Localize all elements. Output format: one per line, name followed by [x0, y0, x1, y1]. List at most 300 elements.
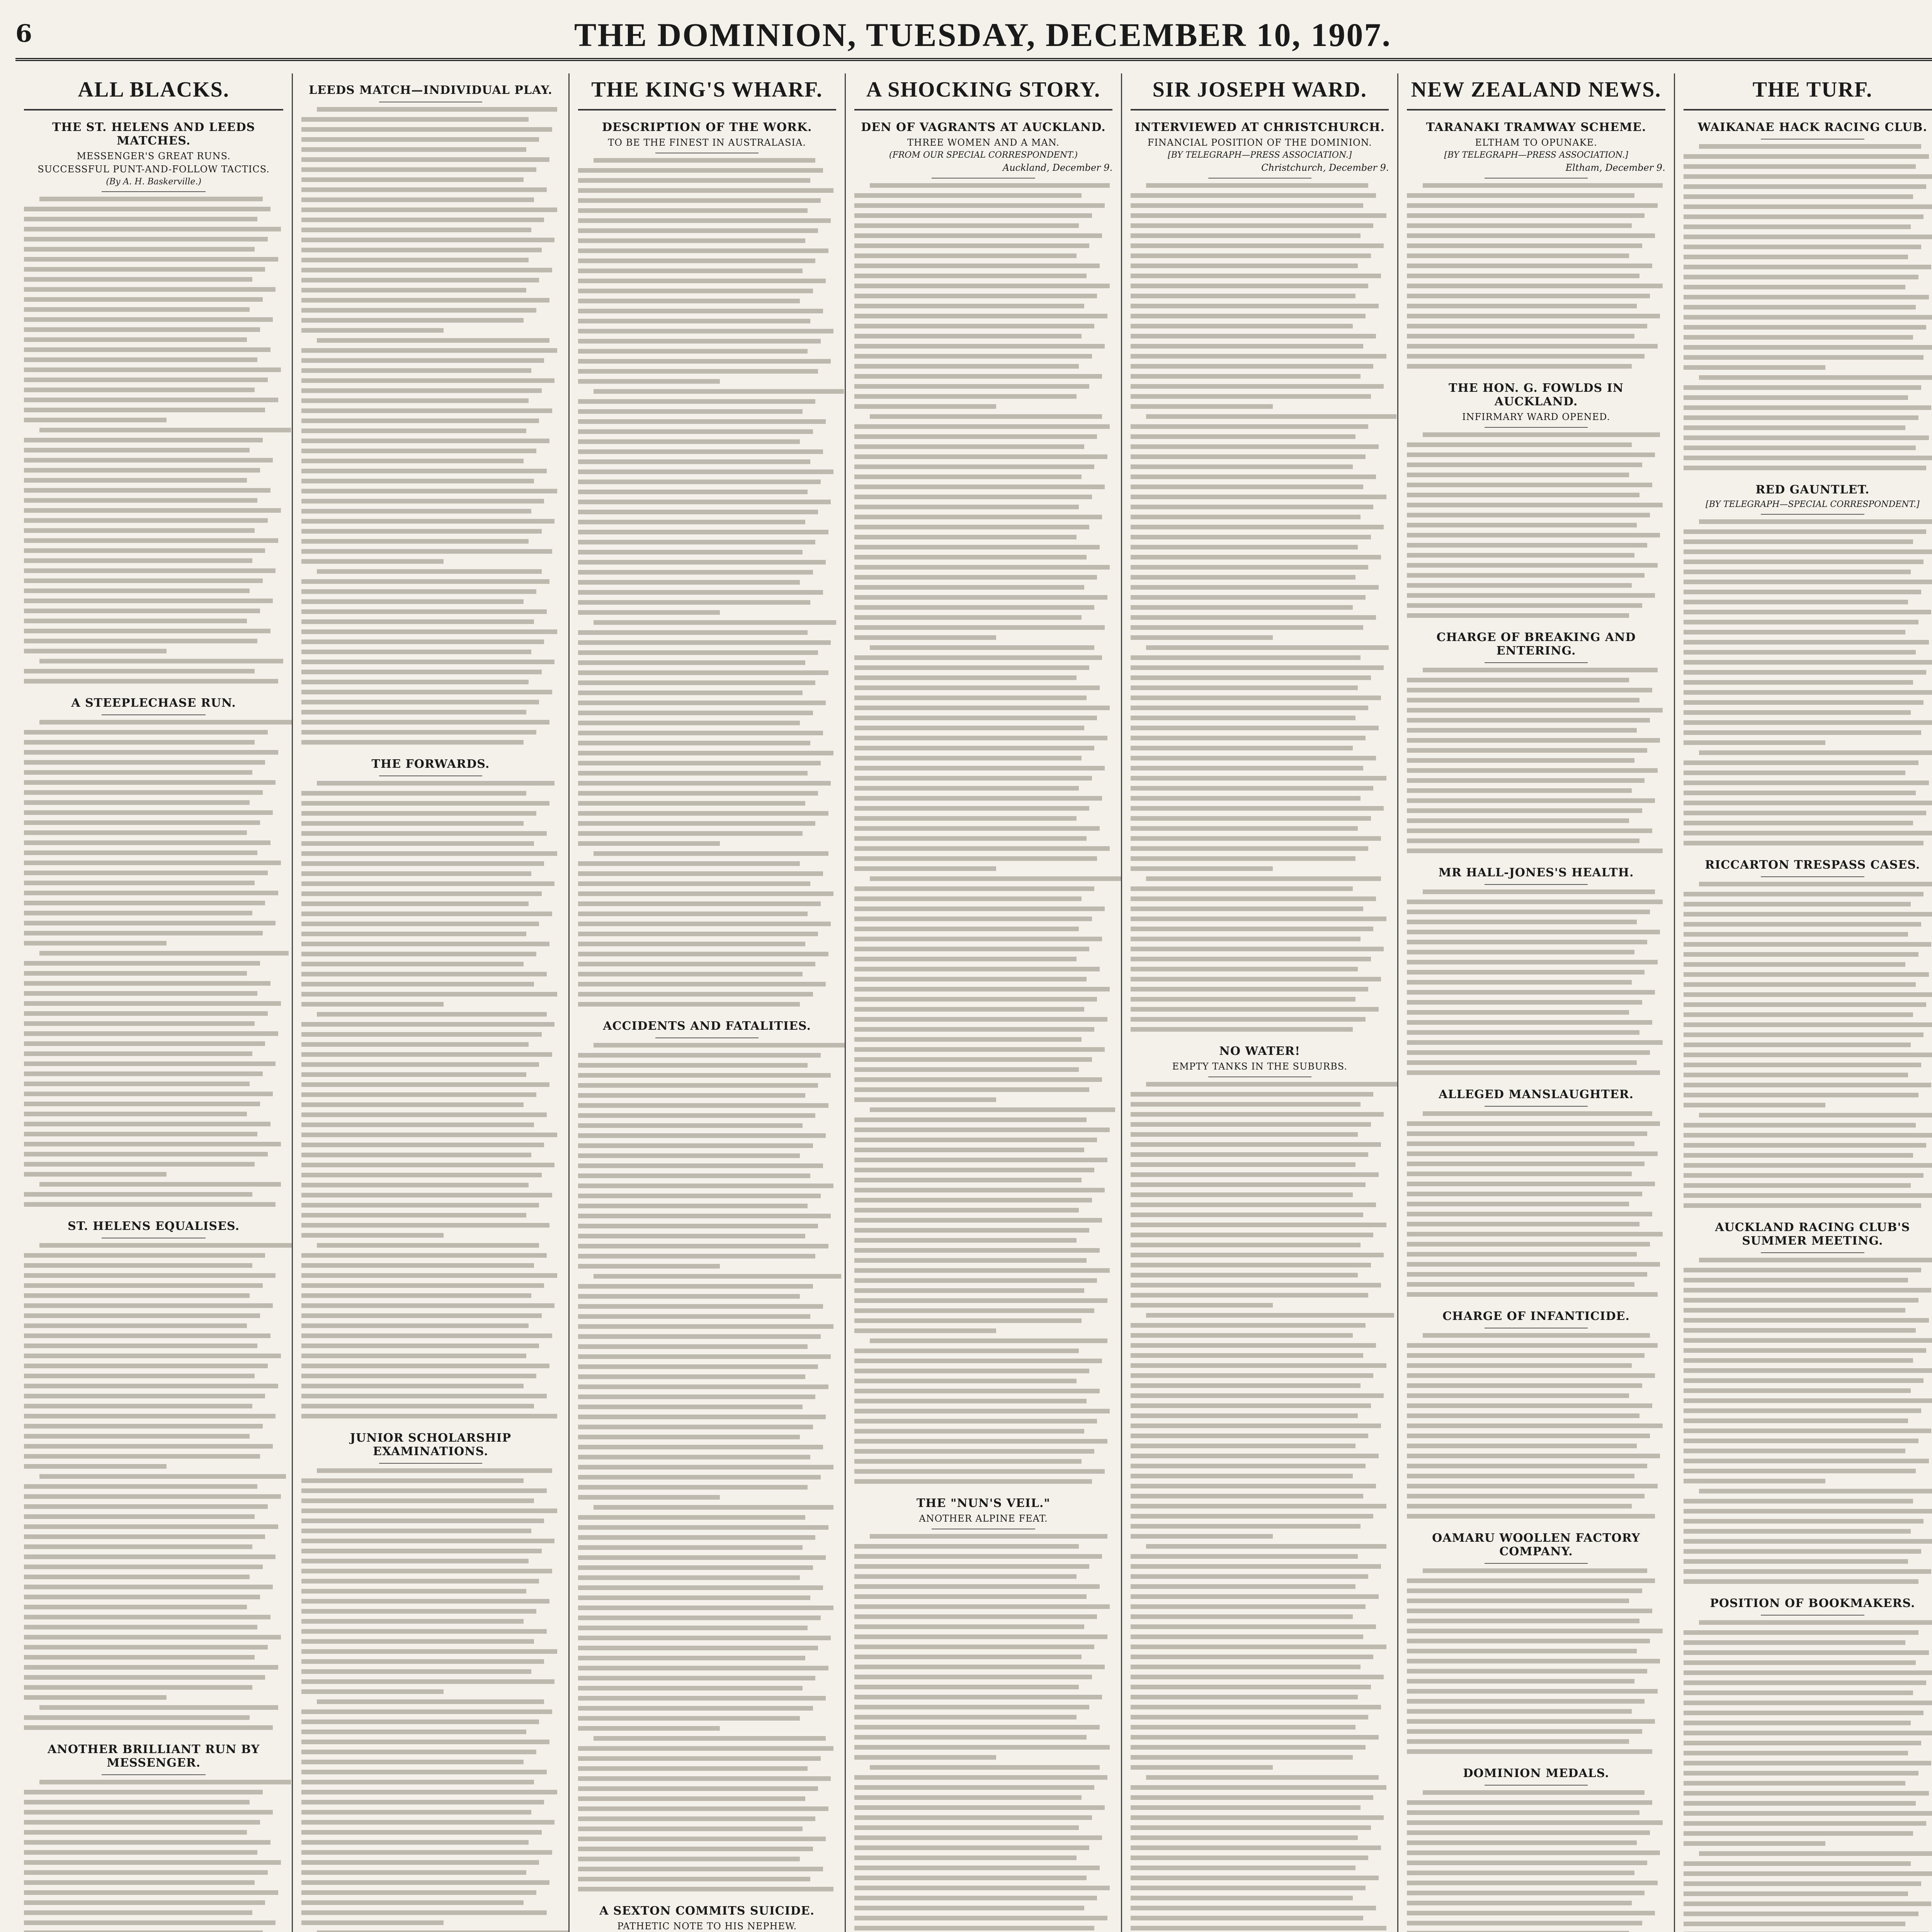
- body-text-line: [578, 1686, 836, 1693]
- body-text-line: [1131, 957, 1389, 964]
- body-text-line: [578, 952, 836, 959]
- body-text-line: [1131, 213, 1389, 221]
- body-text-line: [854, 1439, 1112, 1446]
- body-text-line: [24, 297, 283, 304]
- body-text-line: [24, 941, 283, 948]
- body-text-line: [578, 650, 836, 658]
- body-text-line: [24, 277, 283, 284]
- body-text-line: [1684, 1429, 1932, 1436]
- body-text-line: [1131, 1815, 1389, 1823]
- body-text-line: [1131, 685, 1389, 693]
- body-text-line: [301, 1303, 560, 1311]
- body-text-line: [1407, 1121, 1665, 1129]
- body-text-line: [24, 1575, 283, 1582]
- body-text-line: [301, 599, 560, 607]
- body-text-line: [854, 1584, 1112, 1592]
- body-text-line: [1684, 315, 1932, 322]
- body-text-line: [854, 1258, 1112, 1265]
- body-text-line: [854, 354, 1112, 361]
- body-text-line: [578, 751, 836, 758]
- body-text-line: [1131, 1494, 1389, 1501]
- body-text-line: [1684, 1630, 1932, 1638]
- body-text-line: [24, 237, 283, 244]
- body-text-line: [1684, 1469, 1932, 1476]
- body-text-line: [1407, 1040, 1665, 1048]
- body-text-line: [1407, 728, 1665, 735]
- body-text-line: [1131, 1293, 1389, 1300]
- body-text-line: [1684, 1288, 1932, 1295]
- article-headline: DOMINION MEDALS.: [1463, 1767, 1609, 1780]
- body-text-line: [24, 428, 283, 435]
- headline-rule: [1485, 884, 1588, 885]
- body-text-line: [301, 1689, 560, 1697]
- body-text-line: [301, 559, 560, 566]
- body-text-line: [301, 1364, 560, 1371]
- body-text-line: [854, 505, 1112, 512]
- body-text-line: [24, 1021, 283, 1029]
- body-text-line: [854, 937, 1112, 944]
- body-text-line: [1684, 1620, 1932, 1628]
- body-text-line: [578, 1666, 836, 1673]
- body-text-line: [24, 1860, 283, 1867]
- body-text-line: [1684, 435, 1932, 443]
- body-text-line: [1407, 1111, 1665, 1119]
- body-text-line: [24, 448, 283, 455]
- body-text-line: [854, 1765, 1112, 1772]
- body-text-line: [1131, 485, 1389, 492]
- article-byline: (FROM OUR SPECIAL CORRESPONDENT.): [889, 150, 1078, 160]
- body-text-line: [301, 519, 560, 526]
- body-text-line: [24, 770, 283, 777]
- body-text-line: [1684, 446, 1932, 453]
- body-text-line: [578, 469, 836, 477]
- body-text-line: [24, 1675, 283, 1682]
- body-text-line: [1131, 404, 1389, 412]
- body-text-line: [1407, 513, 1665, 520]
- body-text-line: [1407, 1840, 1665, 1848]
- body-text-line: [1131, 977, 1389, 984]
- body-text-line: [1407, 1000, 1665, 1007]
- body-text-line: [301, 529, 560, 536]
- body-text-line: [24, 1182, 283, 1189]
- body-text-line: [301, 268, 560, 275]
- article-headline: THE HON. G. FOWLDS IN AUCKLAND.: [1449, 381, 1624, 408]
- body-text-line: [24, 1464, 283, 1471]
- headline-rule: [1485, 178, 1588, 179]
- body-text-line: [854, 1017, 1112, 1024]
- body-text-line: [1131, 334, 1389, 341]
- article-headline: ACCIDENTS AND FATALITIES.: [603, 1019, 811, 1033]
- body-text-line: [1131, 1403, 1389, 1411]
- article-headline: RED GAUNTLET.: [1755, 483, 1870, 497]
- body-text-line: [1407, 1881, 1665, 1888]
- body-text-line: [578, 1605, 836, 1613]
- body-text-line: [854, 776, 1112, 783]
- body-text-line: [301, 1488, 560, 1496]
- body-text-line: [578, 1595, 836, 1603]
- body-text-line: [1684, 1258, 1932, 1265]
- body-text-line: [854, 1338, 1112, 1346]
- body-text-line: [1131, 786, 1389, 793]
- body-text-line: [854, 364, 1112, 371]
- body-text-line: [1407, 1262, 1665, 1269]
- body-text-line: [301, 1649, 560, 1656]
- body-text-line: [301, 1639, 560, 1646]
- body-text-line: [854, 1815, 1112, 1823]
- body-text-line: [1684, 1153, 1932, 1160]
- body-text-line: [301, 248, 560, 255]
- body-text-line: [24, 1790, 283, 1797]
- body-text-line: [24, 1031, 283, 1039]
- body-text-line: [1684, 1368, 1932, 1376]
- body-text-line: [578, 1244, 836, 1251]
- body-text-line: [1131, 474, 1389, 482]
- body-text-line: [301, 1193, 560, 1200]
- body-text-line: [578, 1405, 836, 1412]
- body-text-line: [24, 538, 283, 546]
- body-text-line: [578, 1334, 836, 1342]
- body-text-line: [578, 912, 836, 919]
- body-text-line: [24, 327, 283, 335]
- body-text-line: [1407, 910, 1665, 917]
- body-text-line: [301, 891, 560, 899]
- body-text-line: [24, 578, 283, 586]
- body-text-line: [1684, 1901, 1932, 1909]
- body-text-line: [301, 1719, 560, 1727]
- body-text-line: [301, 459, 560, 466]
- body-text-line: [301, 1173, 560, 1180]
- body-text-line: [1131, 1082, 1389, 1089]
- body-text-line: [854, 816, 1112, 823]
- body-text-line: [301, 650, 560, 657]
- body-text-line: [1684, 770, 1932, 778]
- body-text-line: [301, 1052, 560, 1060]
- body-text-line: [1407, 1222, 1665, 1229]
- body-text-line: [1131, 997, 1389, 1004]
- body-text-line: [578, 510, 836, 517]
- body-text-line: [854, 726, 1112, 733]
- article-subheadline: TO BE THE FINEST IN AUSTRALASIA.: [608, 137, 806, 148]
- body-text-line: [301, 1770, 560, 1777]
- article-headline: ANOTHER BRILLIANT RUN BY MESSENGER.: [48, 1743, 260, 1770]
- body-text-line: [24, 1810, 283, 1817]
- body-text-line: [1684, 1489, 1932, 1496]
- body-text-line: [854, 1459, 1112, 1466]
- body-text-line: [854, 474, 1112, 482]
- body-text-line: [1131, 1795, 1389, 1803]
- body-text-line: [24, 740, 283, 747]
- body-text-line: [1684, 841, 1932, 848]
- body-text-line: [1407, 593, 1665, 600]
- body-text-line: [1407, 1060, 1665, 1068]
- body-text-line: [854, 1188, 1112, 1195]
- body-text-line: [24, 378, 283, 385]
- body-text-line: [24, 881, 283, 888]
- body-text-line: [1407, 503, 1665, 510]
- article-headline: MR HALL-JONES'S HEALTH.: [1438, 866, 1634, 879]
- body-text-line: [1131, 1112, 1389, 1119]
- body-text-line: [301, 912, 560, 919]
- body-text-line: [1131, 1263, 1389, 1270]
- body-text-line: [854, 434, 1112, 442]
- body-text-line: [24, 357, 283, 365]
- body-text-line: [1407, 493, 1665, 500]
- body-text-line: [854, 1715, 1112, 1722]
- body-text-line: [578, 500, 836, 507]
- body-text-line: [1684, 425, 1932, 433]
- body-text-line: [578, 1354, 836, 1362]
- body-text-line: [578, 942, 836, 949]
- body-text-line: [854, 1178, 1112, 1185]
- body-text-line: [1684, 610, 1932, 617]
- body-text-line: [301, 1344, 560, 1351]
- body-text-line: [301, 1233, 560, 1240]
- body-text-line: [1684, 519, 1932, 527]
- article-headline: LEEDS MATCH—INDIVIDUAL PLAY.: [309, 83, 553, 97]
- body-text-line: [301, 690, 560, 697]
- section-headline: A SHOCKING STORY.: [854, 73, 1112, 111]
- body-text-line: [578, 1143, 836, 1151]
- body-text-line: [1407, 452, 1665, 460]
- body-text-line: [578, 1053, 836, 1060]
- body-text-line: [301, 1709, 560, 1717]
- body-text-line: [1131, 1142, 1389, 1150]
- body-text-line: [854, 314, 1112, 321]
- body-text-line: [24, 830, 283, 838]
- body-text-line: [1131, 1906, 1389, 1913]
- body-text-line: [854, 1208, 1112, 1215]
- body-text-line: [301, 791, 560, 798]
- body-text-line: [1131, 1584, 1389, 1592]
- body-text-line: [1407, 1729, 1665, 1736]
- body-text-line: [301, 509, 560, 516]
- body-text-line: [854, 876, 1112, 884]
- body-text-line: [24, 1474, 283, 1481]
- body-text-line: [1684, 1529, 1932, 1536]
- body-text-line: [1131, 1574, 1389, 1582]
- body-text-line: [301, 1203, 560, 1210]
- body-text-line: [854, 957, 1112, 964]
- body-text-line: [854, 1318, 1112, 1326]
- body-text-line: [578, 1495, 836, 1502]
- body-text-line: [24, 1283, 283, 1291]
- body-text-line: [1684, 1103, 1932, 1110]
- body-text-line: [1407, 1609, 1665, 1616]
- body-text-line: [301, 147, 560, 155]
- headline-rule: [1761, 876, 1864, 877]
- body-text-line: [1407, 1629, 1665, 1636]
- body-text-line: [1131, 896, 1389, 904]
- body-text-line: [1407, 613, 1665, 621]
- body-text-line: [24, 1800, 283, 1807]
- body-text-line: [578, 168, 836, 175]
- body-text-line: [1131, 937, 1389, 944]
- body-text-line: [1684, 1318, 1932, 1325]
- body-text-line: [854, 1138, 1112, 1145]
- body-text-line: [301, 841, 560, 849]
- body-text-line: [24, 1434, 283, 1441]
- article-headline: TARANAKI TRAMWAY SCHEME.: [1426, 121, 1646, 134]
- body-text-line: [578, 1445, 836, 1452]
- body-text-line: [24, 498, 283, 505]
- body-text-line: [1131, 1544, 1389, 1551]
- body-text-line: [1684, 1123, 1932, 1130]
- body-text-line: [1684, 740, 1932, 748]
- body-text-line: [1684, 630, 1932, 637]
- body-text-line: [1684, 1083, 1932, 1090]
- body-text-line: [24, 247, 283, 254]
- body-text-line: [578, 1565, 836, 1573]
- body-text-line: [301, 1629, 560, 1636]
- body-text-line: [1131, 585, 1389, 592]
- body-text-line: [1684, 355, 1932, 362]
- body-text-line: [854, 896, 1112, 904]
- body-text-line: [24, 1374, 283, 1381]
- body-text-line: [578, 188, 836, 196]
- body-text-line: [578, 409, 836, 417]
- body-text-line: [578, 1887, 836, 1894]
- body-text-line: [1684, 1002, 1932, 1010]
- body-text-line: [578, 1696, 836, 1703]
- body-text-line: [1131, 696, 1389, 703]
- body-text-line: [1684, 912, 1932, 919]
- body-text-line: [1684, 1912, 1932, 1919]
- body-text-line: [854, 304, 1112, 311]
- body-text-line: [1407, 1030, 1665, 1037]
- body-text-line: [578, 1857, 836, 1864]
- article-subheadline: MESSENGER'S GREAT RUNS.: [77, 151, 231, 162]
- body-text-line: [301, 197, 560, 205]
- body-text-line: [1407, 1464, 1665, 1471]
- body-text-line: [1131, 1323, 1389, 1330]
- body-text-line: [578, 1585, 836, 1593]
- body-text-line: [301, 1750, 560, 1757]
- body-text-line: [301, 1920, 560, 1928]
- body-text-line: [301, 740, 560, 747]
- body-text-line: [1407, 1212, 1665, 1219]
- body-text-line: [854, 706, 1112, 713]
- body-text-line: [1684, 680, 1932, 687]
- body-text-line: [1407, 1141, 1665, 1149]
- body-text-line: [24, 1524, 283, 1532]
- body-text-line: [1684, 1308, 1932, 1315]
- body-text-line: [1684, 1861, 1932, 1869]
- body-text-line: [301, 1163, 560, 1170]
- body-text-line: [24, 1655, 283, 1662]
- body-text-line: [301, 1032, 560, 1039]
- body-text-line: [24, 227, 283, 234]
- body-text-line: [301, 308, 560, 315]
- body-text-line: [578, 228, 836, 236]
- body-text-line: [1407, 1343, 1665, 1350]
- body-text-line: [1684, 1711, 1932, 1718]
- body-text-line: [1684, 1559, 1932, 1566]
- body-text-line: [1407, 603, 1665, 611]
- article-headline: THE ST. HELENS AND LEEDS MATCHES.: [52, 121, 255, 148]
- headline-rule: [379, 1463, 482, 1464]
- body-text-line: [854, 414, 1112, 422]
- body-text-line: [301, 1498, 560, 1506]
- body-text-line: [1684, 590, 1932, 597]
- body-text-line: [1131, 444, 1389, 452]
- body-text-line: [1131, 826, 1389, 833]
- body-text-line: [578, 811, 836, 818]
- column-5: [1121, 73, 1397, 1932]
- body-text-line: [24, 1484, 283, 1492]
- body-text-line: [1684, 1093, 1932, 1100]
- body-text-line: [1407, 1514, 1665, 1521]
- body-text-line: [301, 1404, 560, 1411]
- article-headline: OAMARU WOOLLEN FACTORY COMPANY.: [1432, 1531, 1640, 1558]
- body-text-line: [301, 127, 560, 134]
- body-text-line: [301, 871, 560, 879]
- body-text-line: [578, 1274, 836, 1281]
- body-text-line: [1407, 1131, 1665, 1139]
- body-text-line: [1684, 600, 1932, 607]
- body-text-line: [854, 294, 1112, 301]
- body-text-line: [24, 1202, 283, 1209]
- body-text-line: [1131, 675, 1389, 683]
- body-text-line: [24, 599, 283, 606]
- body-text-line: [301, 589, 560, 597]
- body-text-line: [1131, 1092, 1389, 1099]
- body-text-line: [854, 334, 1112, 341]
- body-text-line: [301, 1022, 560, 1029]
- body-text-line: [1131, 1223, 1389, 1230]
- body-text-line: [24, 458, 283, 465]
- body-text-line: [24, 1780, 283, 1787]
- body-text-line: [301, 1820, 560, 1827]
- article-byline: [BY TELEGRAPH—PRESS ASSOCIATION.]: [1168, 150, 1352, 160]
- body-text-line: [578, 1827, 836, 1834]
- body-text-line: [854, 856, 1112, 864]
- body-text-line: [24, 1102, 283, 1109]
- body-text-line: [854, 1835, 1112, 1843]
- body-text-line: [578, 690, 836, 698]
- body-text-line: [301, 831, 560, 838]
- body-text-line: [1684, 1063, 1932, 1070]
- body-text-line: [578, 620, 836, 628]
- body-text-line: [1407, 1911, 1665, 1918]
- body-text-line: [1407, 463, 1665, 470]
- body-text-line: [301, 328, 560, 335]
- body-text-line: [854, 1735, 1112, 1742]
- body-text-line: [1131, 1122, 1389, 1129]
- body-text-line: [578, 871, 836, 879]
- body-text-line: [1131, 1745, 1389, 1752]
- body-text-line: [1131, 1243, 1389, 1250]
- body-text-line: [1131, 1423, 1389, 1431]
- body-text-line: [578, 289, 836, 296]
- body-text-line: [1407, 1669, 1665, 1676]
- body-text-line: [1684, 962, 1932, 969]
- body-text-line: [854, 1624, 1112, 1632]
- body-text-line: [854, 917, 1112, 924]
- body-text-line: [854, 1916, 1112, 1923]
- body-text-line: [854, 786, 1112, 793]
- body-text-line: [301, 670, 560, 677]
- body-text-line: [1131, 193, 1389, 201]
- body-text-line: [1131, 1825, 1389, 1833]
- body-text-line: [578, 1535, 836, 1543]
- body-text-line: [1407, 1202, 1665, 1209]
- body-text-line: [24, 790, 283, 798]
- body-text-line: [854, 585, 1112, 592]
- body-text-line: [1684, 710, 1932, 718]
- body-text-line: [24, 619, 283, 626]
- body-text-line: [854, 1534, 1112, 1541]
- body-text-line: [854, 1128, 1112, 1135]
